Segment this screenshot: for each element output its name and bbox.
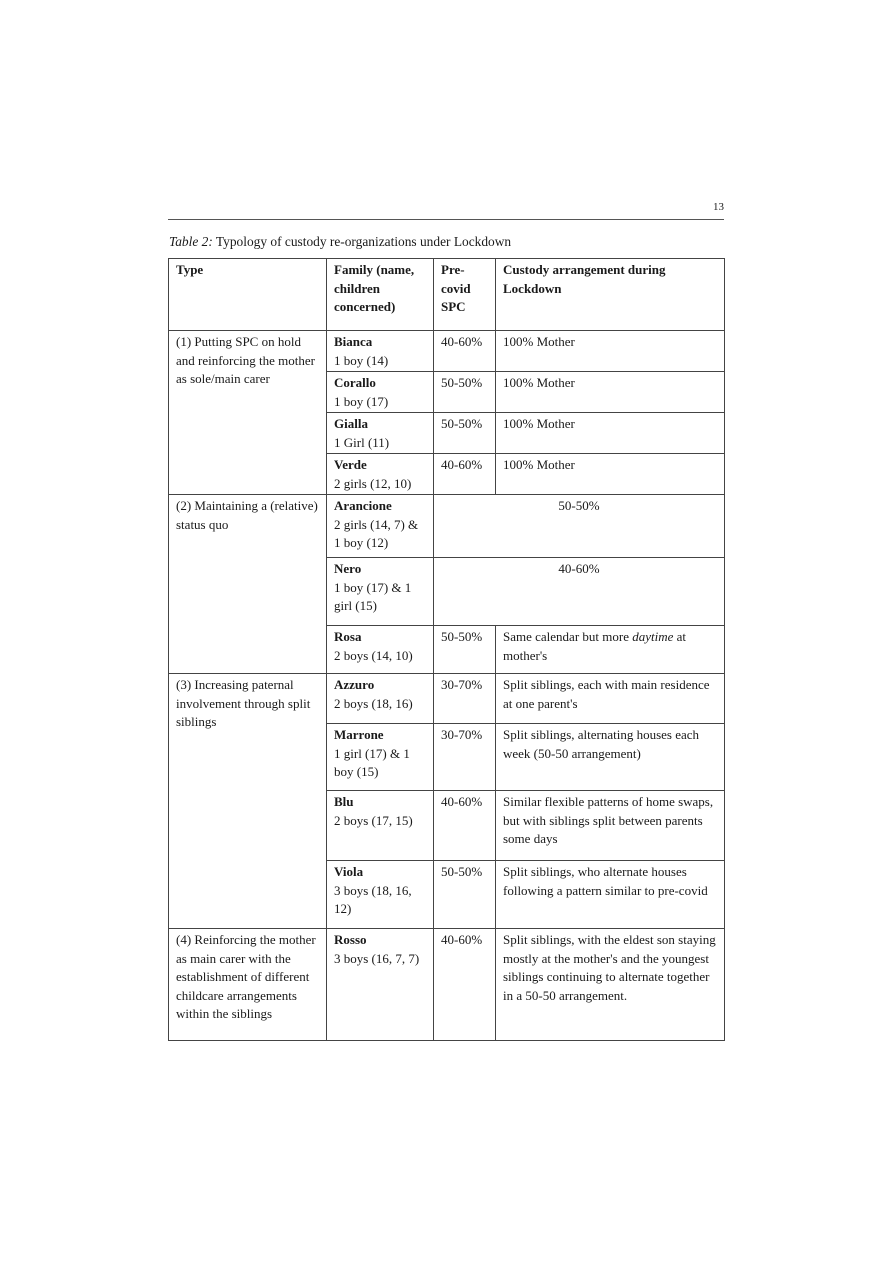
- arrangement-cell: 100% Mother: [496, 454, 725, 495]
- family-name: Rosso: [334, 932, 367, 947]
- family-children: 1 boy (17): [334, 393, 389, 409]
- family-cell: [327, 791, 434, 861]
- precovid-cell: 40-60%: [434, 454, 496, 495]
- header-row: [169, 259, 725, 331]
- precovid-cell: 40-60%: [434, 791, 496, 861]
- arrangement-text: Same calendar but more: [503, 629, 633, 644]
- family-children: 1 girl (17) & 1 boy (15): [334, 745, 410, 779]
- merged-arrangement-cell: 40-60%: [434, 558, 725, 626]
- family-cell: [327, 331, 434, 372]
- type-cell: (1) Putting SPC on hold and reinforcing the mother as sole/main carer: [169, 331, 327, 495]
- arrangement-cell: Split siblings, who alternate houses following a pattern similar to pre-covid: [496, 861, 725, 929]
- page-number: 13: [713, 201, 724, 213]
- arrangement-text: at mother's: [503, 629, 687, 663]
- family-name: Corallo: [334, 375, 376, 390]
- arrangement-emphasis: daytime: [632, 629, 674, 644]
- family-children: 1 boy (17) & 1 girl (15): [334, 579, 412, 613]
- precovid-cell: 50-50%: [434, 626, 496, 674]
- family-name: Verde: [334, 457, 367, 472]
- family-name: Azzuro: [334, 677, 375, 692]
- family-name: Marrone: [334, 727, 384, 742]
- type-cell: (3) Increasing paternal involvement through split siblings: [169, 674, 327, 929]
- family-children: 2 boys (17, 15): [334, 812, 413, 828]
- type-cell: (2) Maintaining a (relative) status quo: [169, 495, 327, 674]
- family-children: 3 boys (16, 7, 7): [334, 950, 420, 966]
- family-children: 1 boy (14): [334, 352, 389, 368]
- precovid-cell: 50-50%: [434, 413, 496, 454]
- custody-table: [168, 258, 725, 1041]
- arrangement-cell: 100% Mother: [496, 372, 725, 413]
- arrangement-cell: 100% Mother: [496, 413, 725, 454]
- arrangement-cell: Similar flexible patterns of home swaps, but with siblings split between parents some days: [496, 791, 725, 861]
- table-row: [169, 331, 725, 372]
- family-cell: [327, 626, 434, 674]
- precovid-cell: 50-50%: [434, 861, 496, 929]
- family-children: 3 boys (18, 16, 12): [334, 882, 412, 916]
- header-rule: [168, 219, 724, 220]
- family-cell: [327, 558, 434, 626]
- arrangement-cell: Split siblings, with the eldest son staying mostly at the mother's and the youngest siblings continuing to alternate together in a 50-50 arrangement.: [496, 929, 725, 1041]
- family-cell: [327, 861, 434, 929]
- family-children: 2 boys (18, 16): [334, 695, 413, 711]
- arrangement-cell: [496, 626, 725, 674]
- precovid-cell: 40-60%: [434, 929, 496, 1041]
- family-children: 1 Girl (11): [334, 434, 390, 450]
- family-name: Nero: [334, 561, 362, 576]
- precovid-cell: 40-60%: [434, 331, 496, 372]
- family-cell: [327, 674, 434, 724]
- header-arrangement: Custody arrangement during Lockdown: [496, 259, 725, 331]
- caption-text: Typology of custody re-organizations under Lockdown: [215, 234, 512, 249]
- table-row: [169, 674, 725, 724]
- family-children: 2 girls (12, 10): [334, 475, 412, 491]
- family-cell: [327, 413, 434, 454]
- type-cell: (4) Reinforcing the mother as main carer with the establishment of different childcare arrangements within the siblings: [169, 929, 327, 1041]
- header-precovid: Pre-covid SPC: [434, 259, 496, 331]
- family-children: 2 boys (14, 10): [334, 647, 413, 663]
- header-type: Type: [169, 259, 327, 331]
- family-children: 2 girls (14, 7) & 1 boy (12): [334, 516, 419, 550]
- merged-arrangement-cell: 50-50%: [434, 495, 725, 558]
- table-row: [169, 495, 725, 558]
- family-cell: [327, 495, 434, 558]
- family-cell: [327, 454, 434, 495]
- family-cell: [327, 929, 434, 1041]
- family-cell: [327, 372, 434, 413]
- arrangement-cell: Split siblings, each with main residence at one parent's: [496, 674, 725, 724]
- table-caption: [169, 234, 511, 250]
- precovid-cell: 30-70%: [434, 724, 496, 791]
- table-row: [169, 929, 725, 1041]
- family-cell: [327, 724, 434, 791]
- arrangement-cell: 100% Mother: [496, 331, 725, 372]
- family-name: Bianca: [334, 334, 373, 349]
- family-name: Arancione: [334, 498, 392, 513]
- family-name: Gialla: [334, 416, 368, 431]
- family-name: Viola: [334, 864, 364, 879]
- caption-label: Table 2:: [169, 234, 213, 249]
- family-name: Rosa: [334, 629, 362, 644]
- arrangement-cell: Split siblings, alternating houses each week (50-50 arrangement): [496, 724, 725, 791]
- family-name: Blu: [334, 794, 354, 809]
- header-family: Family (name, children concerned): [327, 259, 434, 331]
- precovid-cell: 30-70%: [434, 674, 496, 724]
- precovid-cell: 50-50%: [434, 372, 496, 413]
